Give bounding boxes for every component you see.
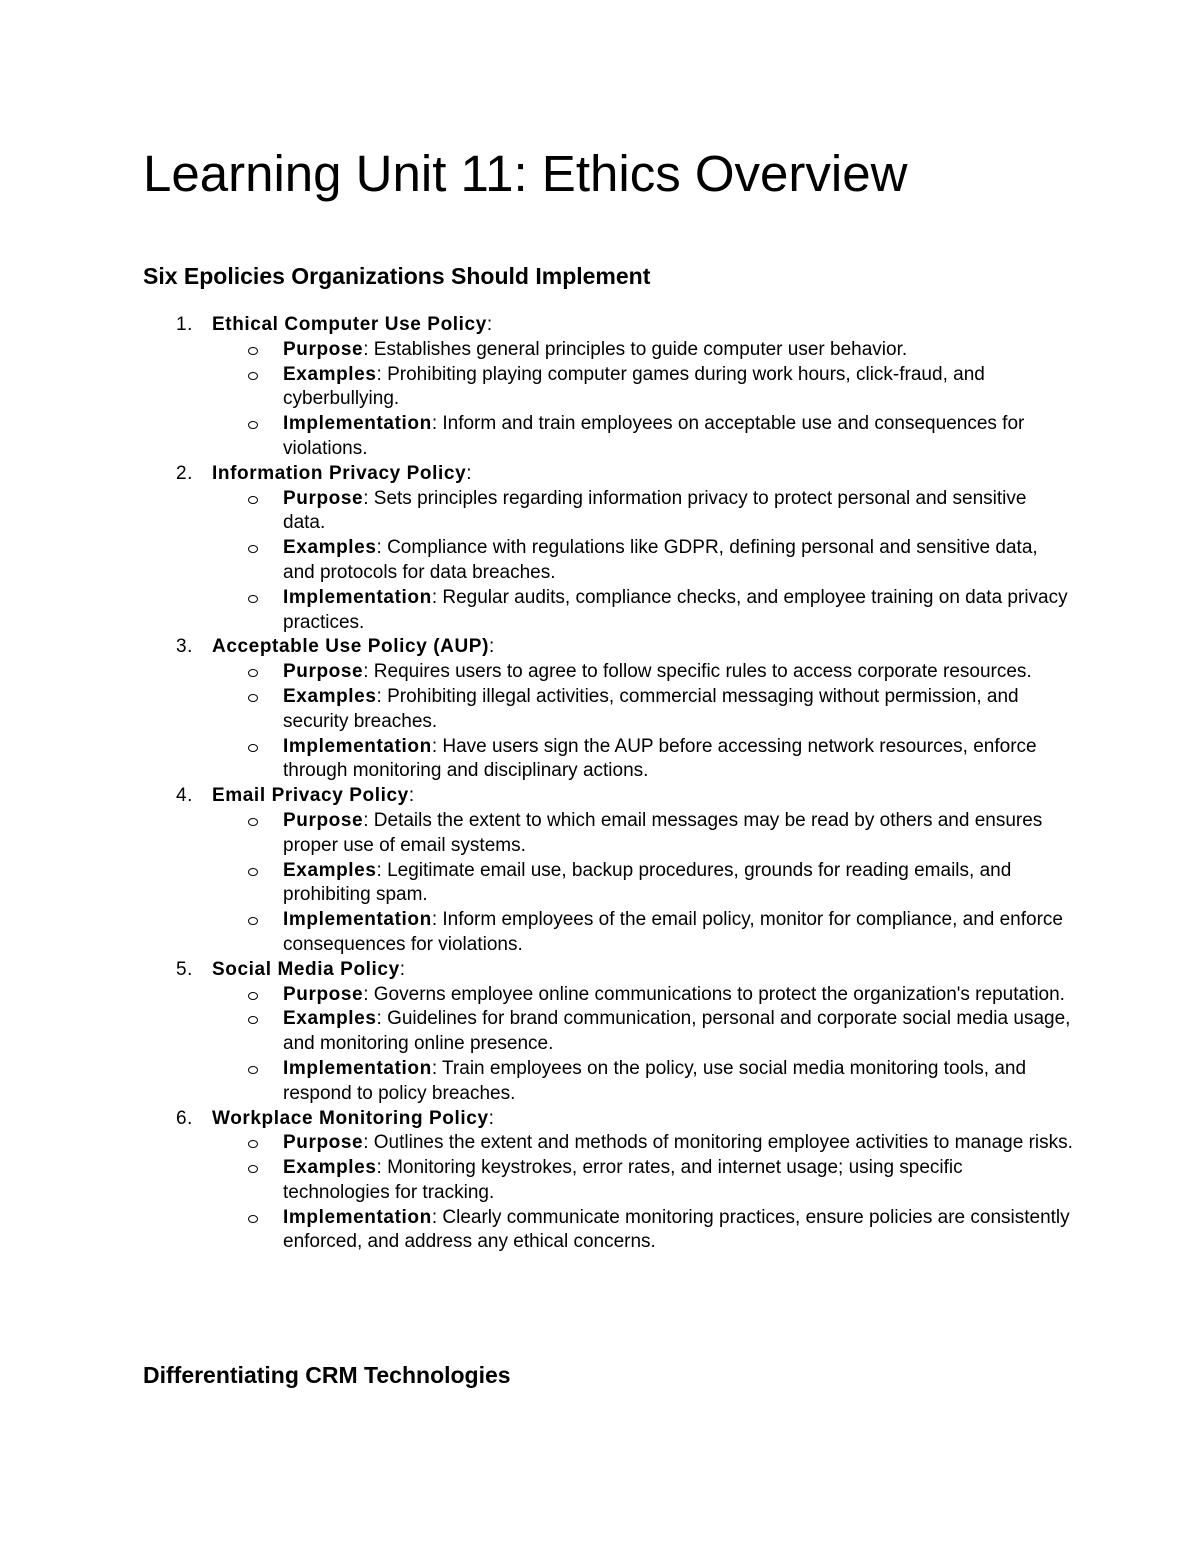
policy-name: Social Media Policy: [212, 958, 400, 980]
hollow-circle-bullet-icon: [248, 1016, 258, 1024]
policy-name: Ethical Computer Use Policy: [212, 314, 487, 335]
purpose-item: [0, 983, 1073, 1008]
item-label: Purpose: [283, 338, 364, 360]
policy-detail-list: [0, 983, 1200, 1107]
examples-item: [0, 536, 1073, 586]
item-text: : Inform and train employees on acceptable use and consequences for violations.: [283, 413, 1025, 459]
item-label: Examples: [283, 537, 377, 559]
page-title: Learning Unit 11: Ethics Overview: [143, 145, 908, 202]
policy-name: Email Privacy Policy: [212, 785, 409, 807]
item-text: : Guidelines for brand communication, personal and corporate social media usage, and monitoring online presence.: [283, 1008, 1071, 1055]
hollow-circle-bullet-icon: [248, 372, 258, 380]
policy-colon: :: [489, 636, 495, 658]
item-text: : Legitimate email use, backup procedures, grounds for reading emails, and prohibiting spam.: [283, 859, 1012, 906]
item-label: Implementation: [283, 909, 432, 931]
implementation-item: [0, 908, 1073, 958]
policy-item: [0, 462, 1200, 636]
policy-item: [0, 784, 1200, 958]
item-label: Examples: [283, 1008, 377, 1030]
policy-number: 1.: [176, 314, 193, 335]
hollow-circle-bullet-icon: [248, 818, 258, 826]
purpose-item: [0, 338, 1073, 363]
policy-number: 5.: [176, 958, 193, 980]
hollow-circle-bullet-icon: [248, 917, 258, 925]
hollow-circle-bullet-icon: [248, 1066, 258, 1074]
hollow-circle-bullet-icon: [248, 992, 258, 1000]
policy-name: Workplace Monitoring Policy: [212, 1107, 489, 1129]
item-text: : Sets principles regarding information privacy to protect personal and sensitive data.: [283, 487, 1027, 534]
policy-number: 6.: [176, 1107, 193, 1129]
policy-heading: [0, 1107, 1200, 1132]
purpose-item: [0, 809, 1073, 859]
examples-item: [0, 685, 1073, 735]
item-text: : Train employees on the policy, use social media monitoring tools, and respond to policy breaches.: [283, 1057, 1027, 1104]
policy-detail-list: [0, 660, 1200, 784]
policy-heading: [0, 635, 1200, 660]
policy-colon: :: [486, 314, 493, 335]
item-label: Purpose: [283, 1132, 364, 1154]
policy-heading: [0, 313, 1200, 338]
hollow-circle-bullet-icon: [248, 347, 258, 355]
policy-list: [0, 313, 1200, 1255]
item-label: Implementation: [283, 735, 432, 757]
item-text: : Compliance with regulations like GDPR, defining personal and sensitive data, and protocols for data breaches.: [283, 537, 1038, 583]
policy-heading: [0, 958, 1200, 983]
purpose-item: [0, 1131, 1073, 1156]
section-heading-policies: Six Epolicies Organizations Should Implement: [143, 263, 651, 289]
item-label: Implementation: [283, 586, 432, 608]
policy-item: [0, 1107, 1200, 1256]
item-text: : Clearly communicate monitoring practices, ensure policies are consistently enforced, and address any ethical concerns.: [283, 1206, 1070, 1253]
policy-colon: :: [399, 958, 406, 980]
item-text: : Prohibiting illegal activities, commercial messaging without permission, and security breaches.: [283, 685, 1019, 732]
item-text: : Establishes general principles to guide computer user behavior.: [363, 338, 908, 360]
item-label: Implementation: [283, 1206, 432, 1228]
hollow-circle-bullet-icon: [248, 1165, 258, 1173]
item-text: : Governs employee online communications to protect the organization's reputation.: [363, 983, 1065, 1005]
policy-name: Information Privacy Policy: [212, 462, 467, 484]
policy-colon: :: [488, 1107, 494, 1129]
item-text: : Details the extent to which email messages may be read by others and ensures proper use of email systems.: [283, 809, 1043, 856]
section-heading-crm: Differentiating CRM Technologies: [143, 1362, 511, 1388]
implementation-item: [0, 1206, 1073, 1256]
policy-item: [0, 635, 1200, 784]
policy-detail-list: [0, 487, 1200, 636]
item-label: Implementation: [283, 413, 432, 435]
implementation-item: [0, 412, 1073, 462]
implementation-item: [0, 735, 1073, 785]
hollow-circle-bullet-icon: [248, 545, 258, 553]
hollow-circle-bullet-icon: [248, 669, 258, 677]
examples-item: [0, 1156, 1073, 1206]
item-text: : Requires users to agree to follow specific rules to access corporate resources.: [363, 661, 1032, 683]
hollow-circle-bullet-icon: [248, 496, 258, 504]
examples-item: [0, 859, 1073, 909]
item-label: Examples: [283, 859, 377, 881]
policy-detail-list: [0, 1131, 1200, 1255]
item-label: Purpose: [283, 809, 364, 831]
purpose-item: [0, 487, 1073, 537]
purpose-item: [0, 660, 1073, 685]
policy-heading: [0, 784, 1200, 809]
implementation-item: [0, 1057, 1073, 1107]
examples-item: [0, 1007, 1073, 1057]
item-label: Examples: [283, 1157, 377, 1179]
hollow-circle-bullet-icon: [248, 868, 258, 876]
policy-number: 2.: [176, 462, 193, 484]
item-text: : Inform employees of the email policy, monitor for compliance, and enforce consequences for violations.: [283, 909, 1063, 955]
policy-number: 4.: [176, 785, 193, 807]
hollow-circle-bullet-icon: [248, 1140, 258, 1148]
hollow-circle-bullet-icon: [248, 595, 258, 603]
hollow-circle-bullet-icon: [248, 1215, 258, 1223]
hollow-circle-bullet-icon: [248, 421, 258, 429]
policy-colon: :: [466, 462, 472, 484]
item-label: Examples: [283, 685, 377, 707]
policy-name: Acceptable Use Policy (AUP): [212, 636, 490, 658]
policy-detail-list: [0, 809, 1200, 958]
hollow-circle-bullet-icon: [248, 744, 258, 752]
policy-detail-list: [0, 338, 1200, 462]
policy-item: [0, 958, 1200, 1107]
hollow-circle-bullet-icon: [248, 694, 258, 702]
policy-item: [0, 313, 1200, 462]
item-text: : Prohibiting playing computer games during work hours, click-fraud, and cyberbullying.: [283, 363, 985, 410]
item-text: : Have users sign the AUP before accessing network resources, enforce through monitoring and disciplinary actions.: [283, 735, 1037, 782]
item-label: Examples: [283, 363, 377, 385]
policy-heading: [0, 462, 1200, 487]
item-text: : Regular audits, compliance checks, and employee training on data privacy practices.: [283, 586, 1068, 633]
implementation-item: [0, 586, 1073, 636]
item-text: : Monitoring keystrokes, error rates, and internet usage; using specific technologies for tracking.: [283, 1157, 963, 1203]
policy-colon: :: [408, 785, 415, 807]
item-text: : Outlines the extent and methods of monitoring employee activities to manage risks.: [363, 1132, 1073, 1154]
item-label: Purpose: [283, 661, 364, 683]
item-label: Purpose: [283, 983, 364, 1005]
policy-number: 3.: [176, 636, 193, 658]
item-label: Purpose: [283, 487, 364, 509]
item-label: Implementation: [283, 1057, 432, 1079]
examples-item: [0, 363, 1073, 413]
